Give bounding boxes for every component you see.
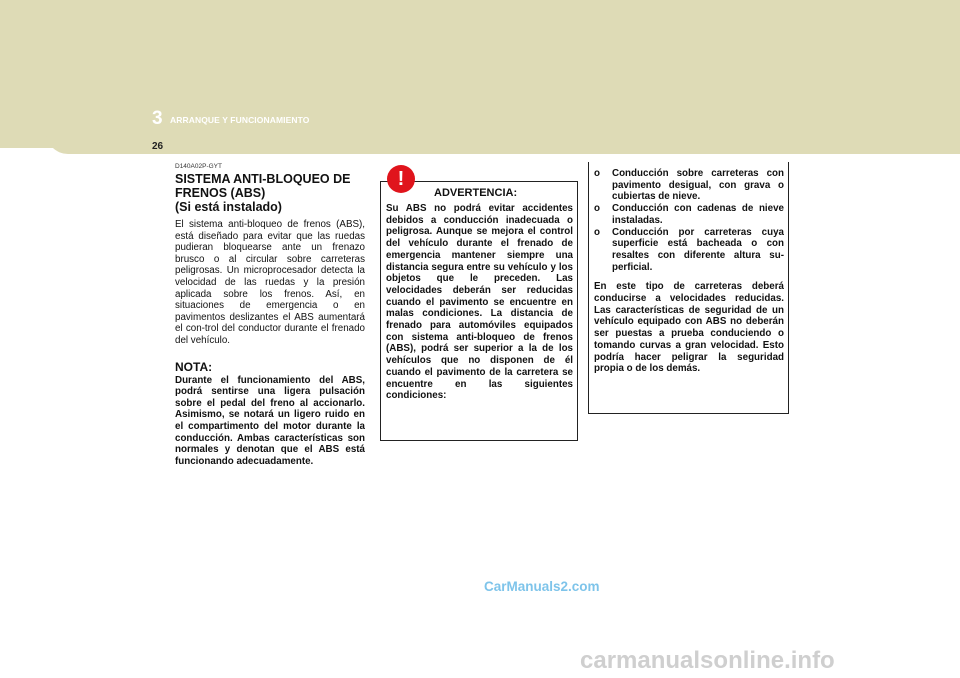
warning-exclamation-icon: !: [387, 165, 415, 193]
bullet-marker: o: [594, 203, 600, 215]
note-title: NOTA:: [175, 359, 213, 374]
conditions-box: [588, 162, 789, 414]
watermark-link[interactable]: CarManuals2.com: [484, 579, 600, 594]
list-item-text: Conducción sobre carreteras con pavimento desigual, con grava o cubiertas de nieve.: [612, 168, 784, 203]
warning-title: ADVERTENCIA:: [434, 187, 518, 199]
conditions-paragraph: En este tipo de carreteras deberá conducirse a velocidades reducidas. Las características de seguridad de un vehículo equipado con ABS no deberán ser puestas a prueba conduciendo o tomando curvas a gran velocidad. Esto podría hacer peligrar la seguridad propia o de los demás.: [594, 281, 784, 375]
note-text: Durante el funcionamiento del ABS, podrá sentirse una ligera pulsación sobre el pedal del freno al accionarlo. Asimismo, se notará un ligero ruido en el compartimento del motor durante la conducción. Ambas características son normales y denotan que el ABS está funcionando adecuadamente.: [175, 374, 365, 467]
section-subtitle: (Si está instalado): [175, 200, 282, 214]
footer-watermark: carmanualsonline.info: [580, 647, 835, 674]
chapter-title: ARRANQUE Y FUNCIONAMIENTO: [170, 115, 310, 125]
warning-text: Su ABS no podrá evitar accidentes debidos a conducción inadecuada o peligrosa. Aunque se mejora el control del vehículo durante el frenado de emergencia mantener siempre una distancia segura entre su vehículo y los objetos que le preceden. Las velocidades deberán ser reducidas cuando el pavimento se encuentre en malas condiciones. La distancia de frenado para automóviles equipados con sistema anti-bloqueo de frenos (ABS), podrá ser superior a la de los vehículos que no disponen de él cuando el pavimento de la carretera se encuentre en las siguientes condiciones:: [386, 203, 573, 402]
chapter-number: 3: [152, 108, 163, 129]
list-item: [594, 227, 784, 274]
abs-section: [175, 163, 365, 467]
section-title: SISTEMA ANTI-BLOQUEO DE FRENOS (ABS): [175, 172, 351, 200]
list-item: [594, 203, 784, 226]
bullet-marker: o: [594, 168, 600, 179]
section-body: El sistema anti-bloqueo de frenos (ABS), está diseñado para evitar que las ruedas pudieran bloquearse ante un frenazo brusco o al circular sobre carreteras peligrosas. Un microprocesador detecta la velocidad de las ruedas y la presión aplicada sobre los frenos. Así, en situaciones de emergencia o en pavimentos deslizantes el ABS aumentará el con-trol del conductor durante el frenado del vehículo.: [175, 219, 365, 346]
warning-box: [380, 181, 578, 441]
section-code: D140A02P-GYT: [175, 163, 222, 170]
list-item: [594, 168, 784, 203]
list-item-text: Conducción con cadenas de nieve instaladas.: [612, 203, 784, 226]
page-number: 26: [152, 141, 164, 152]
bullet-marker: o: [594, 226, 600, 238]
list-item-text: Conducción por carreteras cuya superficie está bacheada o con resaltes con diferente altura su-perficial.: [612, 226, 784, 273]
conditions-list: [594, 168, 784, 273]
header-tab: [46, 0, 960, 154]
